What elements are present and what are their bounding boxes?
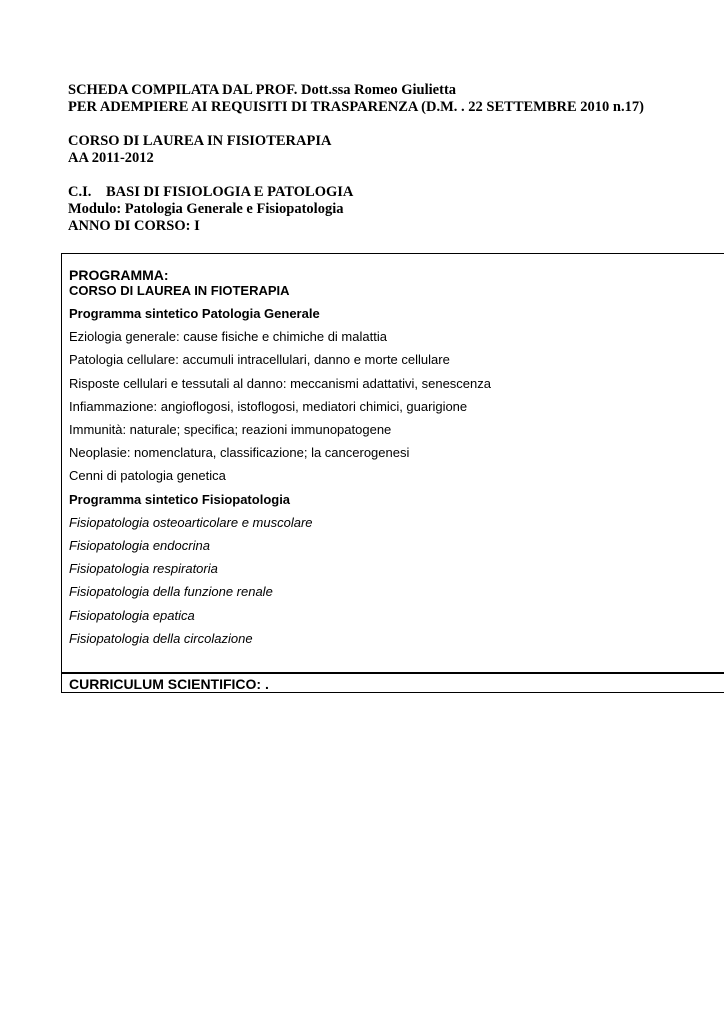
- header-compiler-line: SCHEDA COMPILATA DAL PROF. Dott.ssa Romeo Giulietta: [68, 82, 457, 98]
- document-header: [68, 82, 708, 235]
- header-year-of-course: ANNO DI CORSO: I: [68, 218, 200, 234]
- list-item: Fisiopatologia epatica: [69, 607, 195, 623]
- list-item: Eziologia generale: cause fisiche e chimiche di malattia: [69, 329, 387, 345]
- header-course-line: CORSO DI LAUREA IN FISIOTERAPIA: [68, 133, 332, 149]
- ci-prefix: C.I.: [68, 184, 92, 200]
- list-item: Risposte cellulari e tessutali al danno: meccanismi adattativi, senescenza: [69, 375, 491, 391]
- programma-course: CORSO DI LAUREA IN FIOTERAPIA: [69, 283, 290, 298]
- list-item: Immunità: naturale; specifica; reazioni immunopatogene: [69, 422, 392, 438]
- programma-title: PROGRAMMA:: [69, 267, 169, 283]
- list-item: Infiammazione: angioflogosi, istoflogosi, mediatori chimici, guarigione: [69, 398, 468, 414]
- list-item: Fisiopatologia respiratoria: [69, 561, 218, 577]
- list-item: Fisiopatologia osteoarticolare e muscolare: [69, 514, 313, 530]
- section-heading-patologia: Programma sintetico Patologia Generale: [69, 306, 320, 321]
- header-transparency-line: PER ADEMPIERE AI REQUISITI DI TRASPARENZA (D.M. . 22 SETTEMBRE 2010 n.17): [68, 99, 644, 115]
- list-item: Fisiopatologia della circolazione: [69, 630, 253, 646]
- programma-section: [69, 268, 719, 650]
- curriculum-label: CURRICULUM SCIENTIFICO: .: [69, 676, 269, 692]
- list-item: Cenni di patologia genetica: [69, 468, 226, 484]
- header-module-line: Modulo: Patologia Generale e Fisiopatologia: [68, 201, 344, 217]
- header-academic-year: AA 2011-2012: [68, 150, 154, 166]
- ci-title: BASI DI FISIOLOGIA E PATOLOGIA: [106, 184, 354, 200]
- list-item: Neoplasie: nomenclatura, classificazione; la cancerogenesi: [69, 445, 410, 461]
- list-item: Fisiopatologia endocrina: [69, 538, 210, 554]
- list-item: Fisiopatologia della funzione renale: [69, 584, 273, 600]
- header-ci-line: [68, 184, 708, 201]
- section-heading-fisiopatologia: Programma sintetico Fisiopatologia: [69, 491, 291, 507]
- list-item: Patologia cellulare: accumuli intracellulari, danno e morte cellulare: [69, 352, 450, 368]
